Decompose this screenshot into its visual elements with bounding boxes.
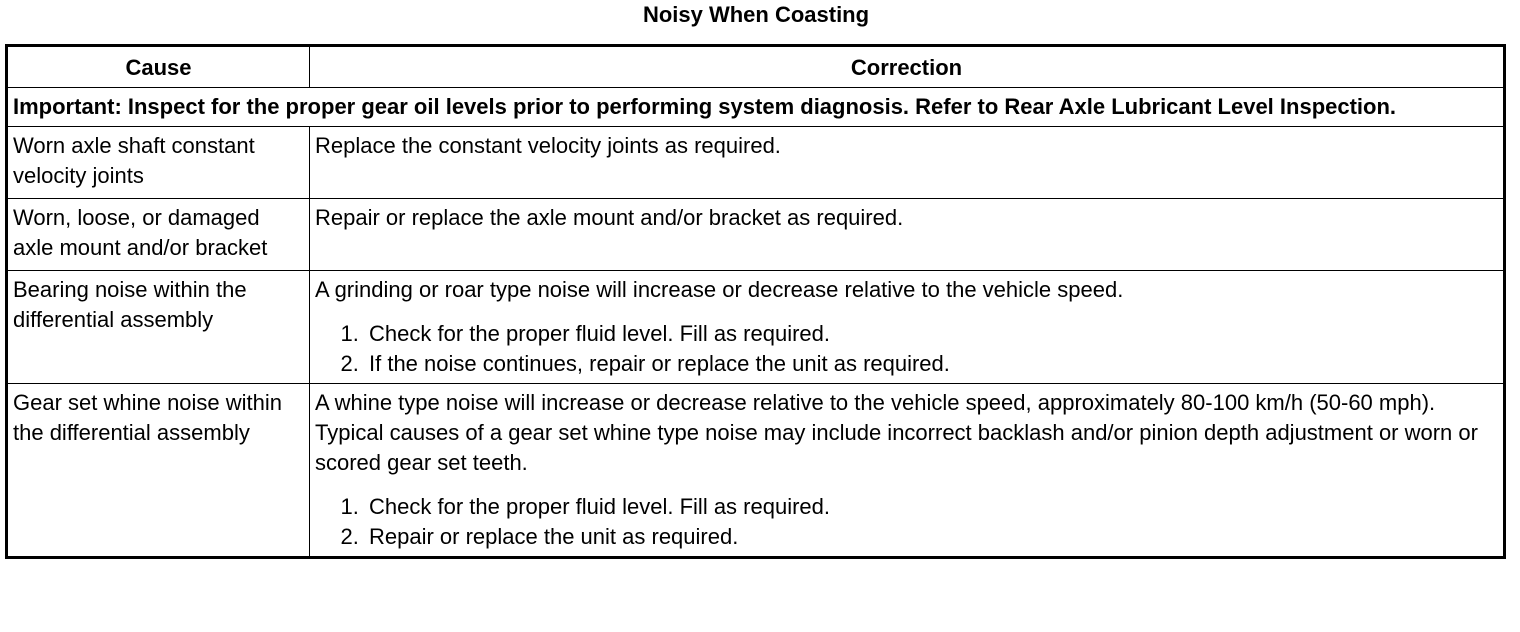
cause-cell: Worn axle shaft constant velocity joints bbox=[7, 127, 310, 199]
cause-cell: Gear set whine noise within the differential assembly bbox=[7, 384, 310, 558]
table-row bbox=[7, 199, 1505, 271]
step-item: 1. Check for the proper fluid level. Fill as required. bbox=[365, 492, 1498, 522]
correction-cell bbox=[310, 271, 1505, 384]
correction-cell: Replace the constant velocity joints as required. bbox=[310, 127, 1505, 199]
step-item: 2. Repair or replace the unit as required. bbox=[365, 522, 1498, 552]
important-note-row bbox=[7, 88, 1505, 127]
page-title: Noisy When Coasting bbox=[642, 2, 870, 27]
table-row bbox=[7, 271, 1505, 384]
cause-column-header: Cause bbox=[7, 46, 310, 88]
correction-cell: Repair or replace the axle mount and/or bracket as required. bbox=[310, 199, 1505, 271]
table-row bbox=[7, 384, 1505, 558]
table-header-row bbox=[7, 46, 1505, 88]
step-list bbox=[315, 319, 1498, 379]
cause-cell: Worn, loose, or damaged axle mount and/or bracket bbox=[7, 199, 310, 271]
step-list bbox=[315, 492, 1498, 552]
diagnostic-table bbox=[5, 44, 1506, 559]
cause-cell: Bearing noise within the differential assembly bbox=[7, 271, 310, 384]
correction-text: A whine type noise will increase or decrease relative to the vehicle speed, approximately 80-100 km/h (50-60 mph). Typical causes of a gear set whine type noise may include incorrect backlash and/or pinion depth adjustment or worn or scored gear set teeth. bbox=[315, 390, 1478, 475]
step-item: 2. If the noise continues, repair or replace the unit as required. bbox=[365, 349, 1498, 379]
important-note: Important: Inspect for the proper gear oil levels prior to performing system diagnosis. Refer to Rear Axle Lubricant Level Inspection. bbox=[7, 88, 1505, 127]
step-item: 1. Check for the proper fluid level. Fill as required. bbox=[365, 319, 1498, 349]
correction-cell bbox=[310, 384, 1505, 558]
correction-text: A grinding or roar type noise will increase or decrease relative to the vehicle speed. bbox=[315, 277, 1124, 302]
correction-column-header: Correction bbox=[310, 46, 1505, 88]
table-row bbox=[7, 127, 1505, 199]
